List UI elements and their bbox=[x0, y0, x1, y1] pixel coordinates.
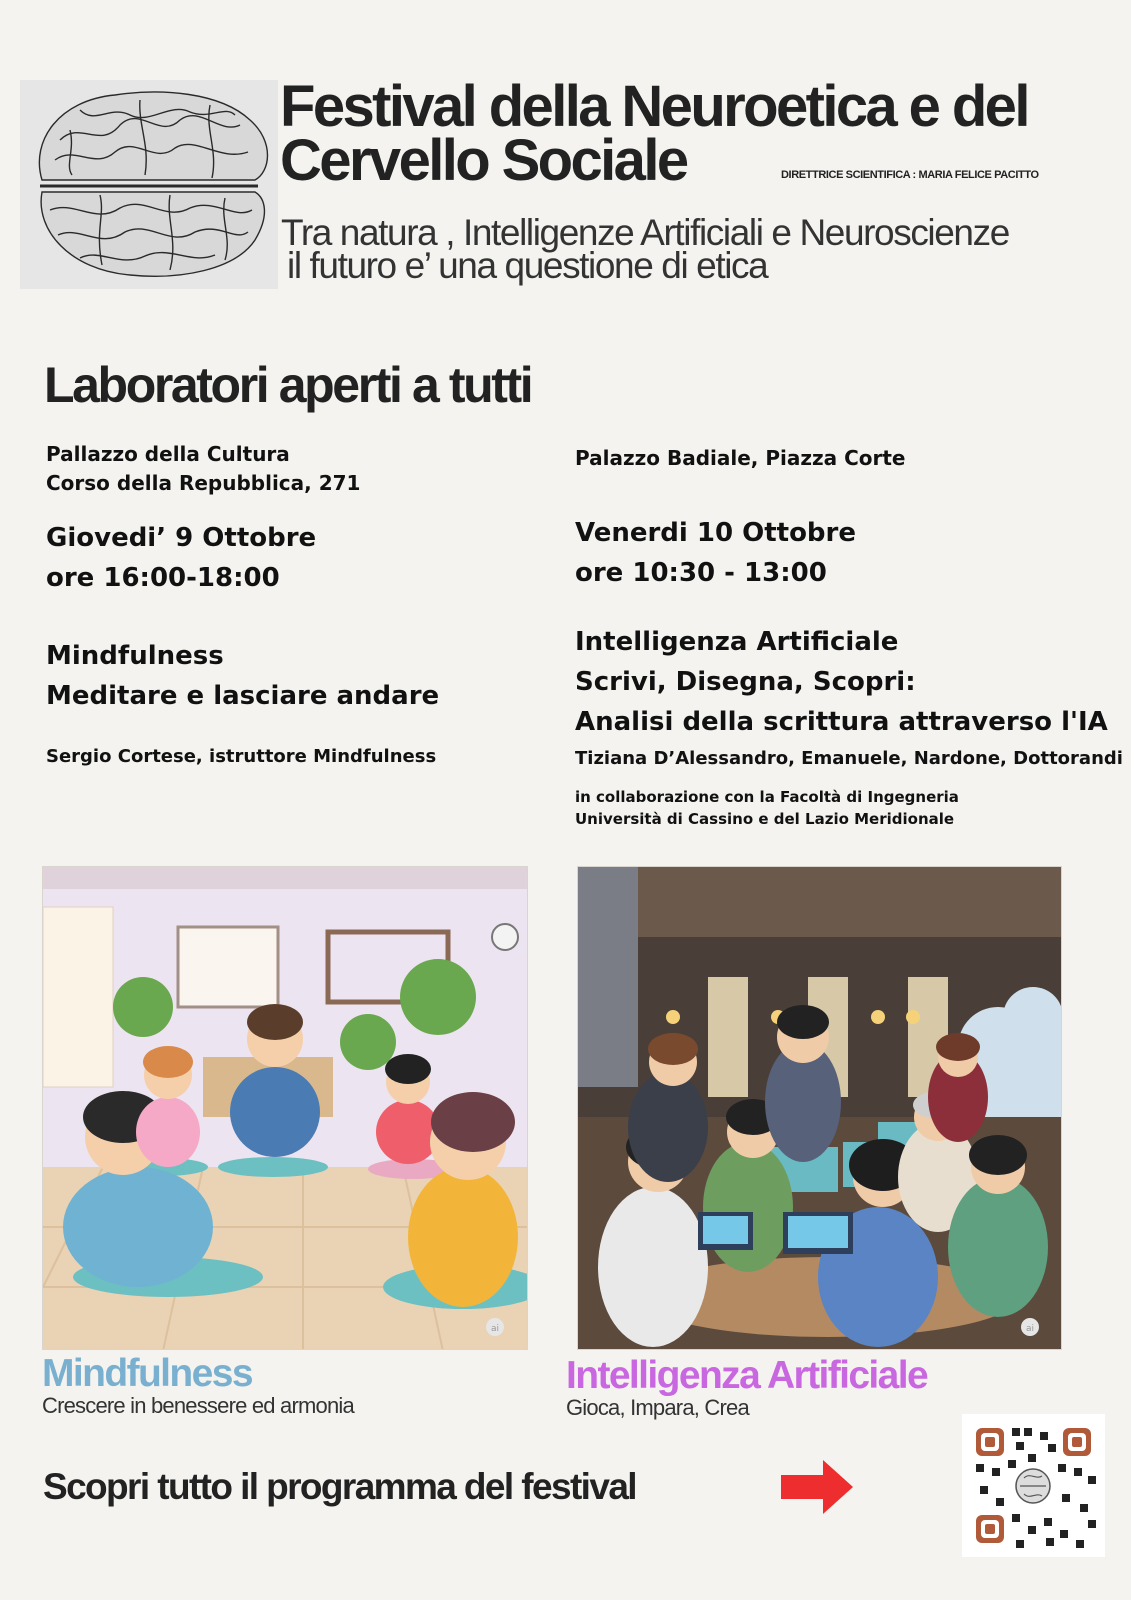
meditation-scene-icon bbox=[43, 867, 528, 1350]
event-title-line1: Intelligenza Artificiale bbox=[575, 627, 899, 657]
caption-subtitle: Crescere in benessere ed armonia bbox=[42, 1393, 354, 1418]
event-speakers: Tiziana D’Alessandro, Emanuele, Nardone, Dottorandi bbox=[575, 748, 1123, 769]
subtitle-line1: Tra natura , Intelligenze Artificiali e Neuroscienze bbox=[281, 212, 1009, 253]
venue-line2: Corso della Repubblica, 271 bbox=[46, 471, 361, 495]
event-date: Giovedi’ 9 Ottobre bbox=[46, 523, 317, 553]
event-date: Venerdi 10 Ottobre bbox=[575, 518, 856, 548]
ai-illustration bbox=[577, 866, 1062, 1350]
ai-workshop-scene-icon bbox=[578, 867, 1062, 1350]
ai-event bbox=[575, 444, 1125, 830]
festival-subtitle bbox=[281, 212, 1121, 286]
event-title-line2: Meditare e lasciare andare bbox=[46, 681, 440, 711]
ai-badge: ai bbox=[1025, 1324, 1035, 1334]
event-title-line2: Scrivi, Disegna, Scopri: bbox=[575, 667, 916, 697]
event-speaker: Sergio Cortese, istruttore Mindfulness bbox=[46, 746, 437, 767]
mindfulness-illustration bbox=[42, 866, 528, 1350]
arrow-right-icon bbox=[781, 1460, 853, 1514]
collab-line2: Università di Cassino e del Lazio Meridionale bbox=[575, 810, 955, 828]
venue-line: Palazzo Badiale, Piazza Corte bbox=[575, 446, 906, 470]
event-time: ore 16:00-18:00 bbox=[46, 563, 280, 593]
venue-line1: Pallazzo della Cultura bbox=[46, 442, 290, 466]
event-title-line3: Analisi della scrittura attraverso l'IA bbox=[575, 707, 1108, 737]
caption-title: Mindfulness bbox=[42, 1352, 252, 1395]
scientific-director: DIRETTRICE SCIENTIFICA : MARIA FELICE PACITTO bbox=[781, 169, 1039, 181]
festival-title-line2: Cervello Sociale bbox=[280, 128, 687, 193]
caption-subtitle: Gioca, Impara, Crea bbox=[566, 1395, 749, 1420]
mindfulness-caption bbox=[42, 1354, 354, 1418]
qr-code[interactable] bbox=[962, 1414, 1105, 1557]
caption-title: Intelligenza Artificiale bbox=[566, 1354, 928, 1397]
section-title: Laboratori aperti a tutti bbox=[44, 357, 532, 413]
program-link-text: Scopri tutto il programma del festival bbox=[43, 1466, 636, 1507]
brain-icon bbox=[20, 80, 278, 289]
subtitle-line2: il futuro e’ una questione di etica bbox=[287, 245, 768, 286]
collab-line1: in collaborazione con la Facoltà di Ingegneria bbox=[575, 788, 959, 806]
event-time: ore 10:30 - 13:00 bbox=[575, 558, 827, 588]
ai-caption bbox=[566, 1356, 927, 1420]
qr-code-icon bbox=[962, 1414, 1105, 1557]
ai-badge: ai bbox=[490, 1324, 500, 1334]
event-title-line1: Mindfulness bbox=[46, 641, 224, 671]
festival-title-line1: Festival della Neuroetica e del bbox=[280, 74, 1028, 139]
brain-illustration bbox=[20, 80, 278, 289]
mindfulness-event bbox=[46, 440, 566, 770]
